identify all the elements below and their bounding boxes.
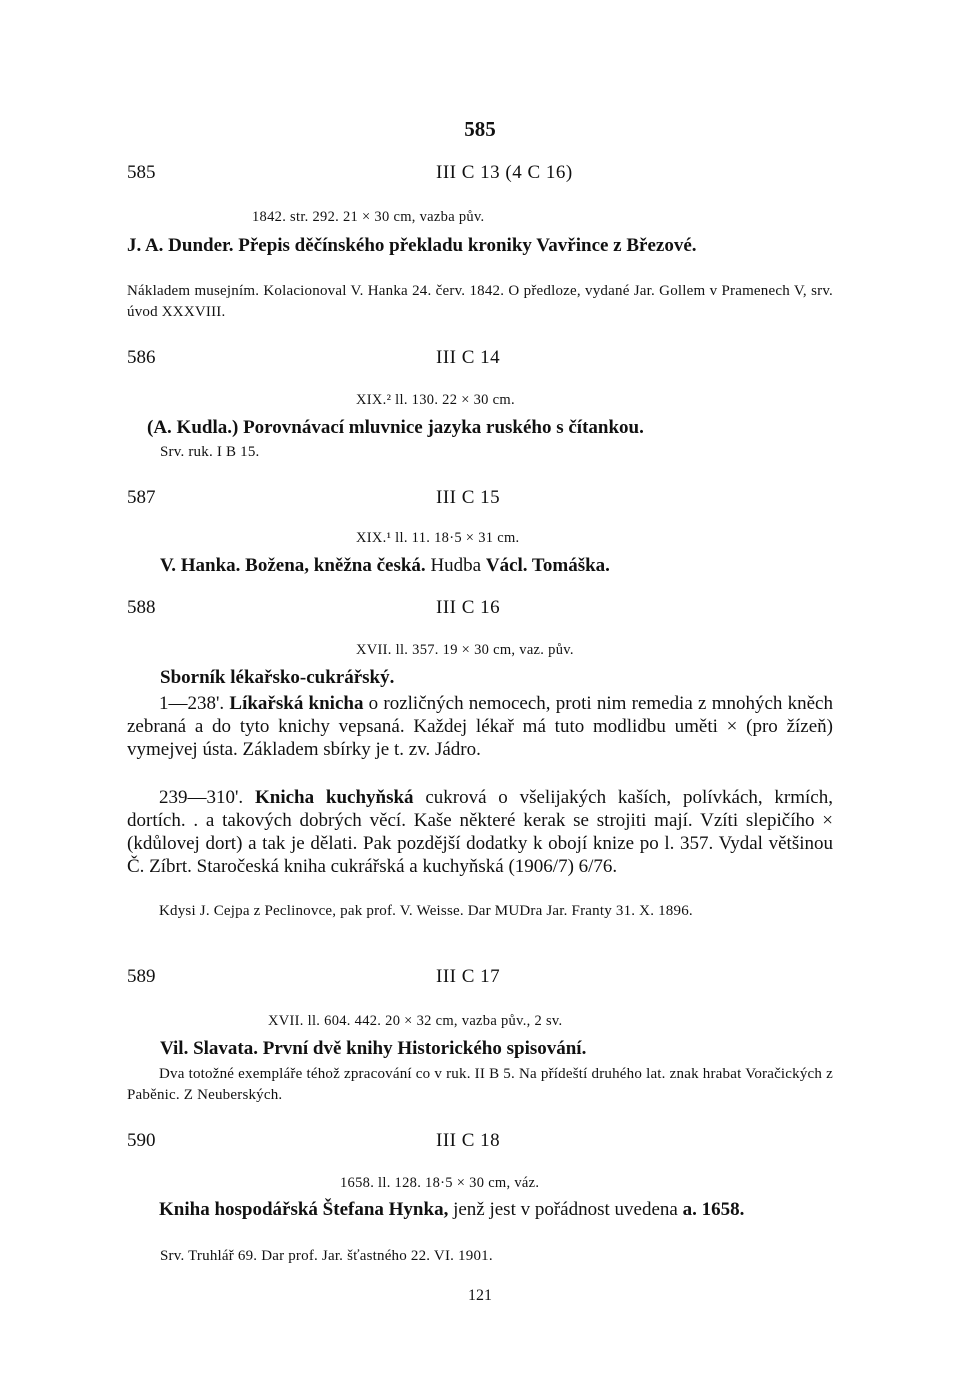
entry-physical-description: XIX.² ll. 130. 22 × 30 cm.: [356, 392, 515, 408]
paragraph-bold: Líkařská knicha: [229, 693, 364, 714]
entry-number: 588: [127, 597, 156, 618]
entry-physical-description: XVII. ll. 604. 442. 20 × 32 cm, vazba pův., 2 sv.: [268, 1013, 563, 1029]
entry-title-bold-2: a. 1658.: [682, 1199, 745, 1220]
entry-notes: Kdysi J. Cejpa z Peclinovce, pak prof. V. Weisse. Dar MUDra Jar. Franty 31. X. 1896.: [159, 903, 693, 919]
entry-number: 586: [127, 347, 156, 368]
entry-title-bold-2: Václ. Tomáška.: [485, 555, 610, 576]
entry-title-rest: jenž jest v pořádnost uvedena: [453, 1199, 678, 1220]
entry-number: 585: [127, 162, 156, 183]
entry-signature: III C 17: [436, 966, 501, 987]
entry-title-rest: Porovnávací mluvnice jazyka ruského s čítankou.: [243, 417, 644, 438]
paragraph-range: 1—238'.: [159, 693, 225, 714]
entry-title: [160, 555, 610, 577]
entry-signature: III C 18: [436, 1130, 501, 1151]
entry-physical-description: XVII. ll. 357. 19 × 30 cm, vaz. pův.: [356, 642, 574, 658]
entry-signature: III C 15: [436, 487, 501, 508]
entry-title-bold: Kniha hospodářská Štefana Hynka,: [159, 1199, 449, 1220]
entry-physical-description: 1842. str. 292. 21 × 30 cm, vazba pův.: [252, 209, 485, 225]
entry-notes: Dva totožné exempláře téhož zpracování co v ruk. II B 5. Na přídeští druhého lat. znak hrabat Voračických z Paběnic. Z Neuberských.: [127, 1066, 833, 1103]
entry-title: [127, 1198, 833, 1221]
entry-title-bold: V. Hanka. Božena, kněžna česká.: [160, 555, 426, 576]
entry-number: 590: [127, 1130, 156, 1151]
entry-signature: III C 14: [436, 347, 501, 368]
entry-physical-description: XIX.¹ ll. 11. 18·5 × 31 cm.: [356, 530, 520, 546]
entry-title: [147, 417, 644, 439]
paragraph-text: cukrová o všelijakých kaších, polívkách, krmích, dortích. . a takových dobrých věcí. Kaše některé kerak se strojiti mají. Vzíti slepičího × (kdůlovej dort) a tak je dělati. Pak pozdější dodatky k obojí knize po l. 357. Vydal většinou Č. Zíbrt. Staročeská kniha cukrářská a kuchyňská (1906/7) 6/76.: [127, 787, 833, 877]
paragraph-range: 239—310'.: [159, 787, 244, 808]
page-header-number: 585: [464, 117, 496, 141]
entry-signature: III C 13 (4 C 16): [436, 162, 573, 183]
entry-title-bold: (A. Kudla.): [147, 417, 239, 438]
entry-number: 589: [127, 966, 156, 987]
entry-title-rest: Hudba: [430, 555, 482, 576]
entry-notes: Nákladem musejním. Kolacionoval V. Hanka 24. červ. 1842. O předloze, vydané Jar. Gollem v Pramenech V, srv. úvod XXXVIII.: [127, 283, 833, 320]
entry-notes: Srv. ruk. I B 15.: [160, 444, 260, 460]
entry-number: 587: [127, 487, 156, 508]
entry-paragraph: [127, 786, 833, 878]
page-footer-number: 121: [468, 1287, 492, 1304]
paragraph-bold: Knicha kuchyňská: [254, 787, 414, 808]
entry-physical-description: 1658. ll. 128. 18·5 × 30 cm, váz.: [340, 1175, 540, 1191]
entry-title: [127, 234, 833, 257]
entry-title-bold: Vil. Slavata. První dvě knihy Historického spisování.: [160, 1038, 587, 1059]
entry-title: [160, 667, 394, 689]
entry-paragraph: [127, 692, 833, 761]
entry-title-bold: Sborník lékařsko-cukrářský.: [160, 667, 395, 688]
entry-notes: Srv. Truhlář 69. Dar prof. Jar. šťastného 22. VI. 1901.: [160, 1248, 493, 1264]
entry-signature: III C 16: [436, 597, 501, 618]
entry-title: [160, 1038, 586, 1060]
paragraph-text: o rozličných nemocech, proti nim remedia z mnohých kněch zebraná a do tyto knichy vepsaná. Každej lékař má tuto modlidbu uměti × (pro žízeň) vymejvej ústa. Základem sbírky je t. zv. Jádro.: [127, 693, 833, 760]
entry-title-bold: J. A. Dunder. Přepis děčínského překladu kroniky Vavřince z Březové.: [127, 235, 697, 256]
